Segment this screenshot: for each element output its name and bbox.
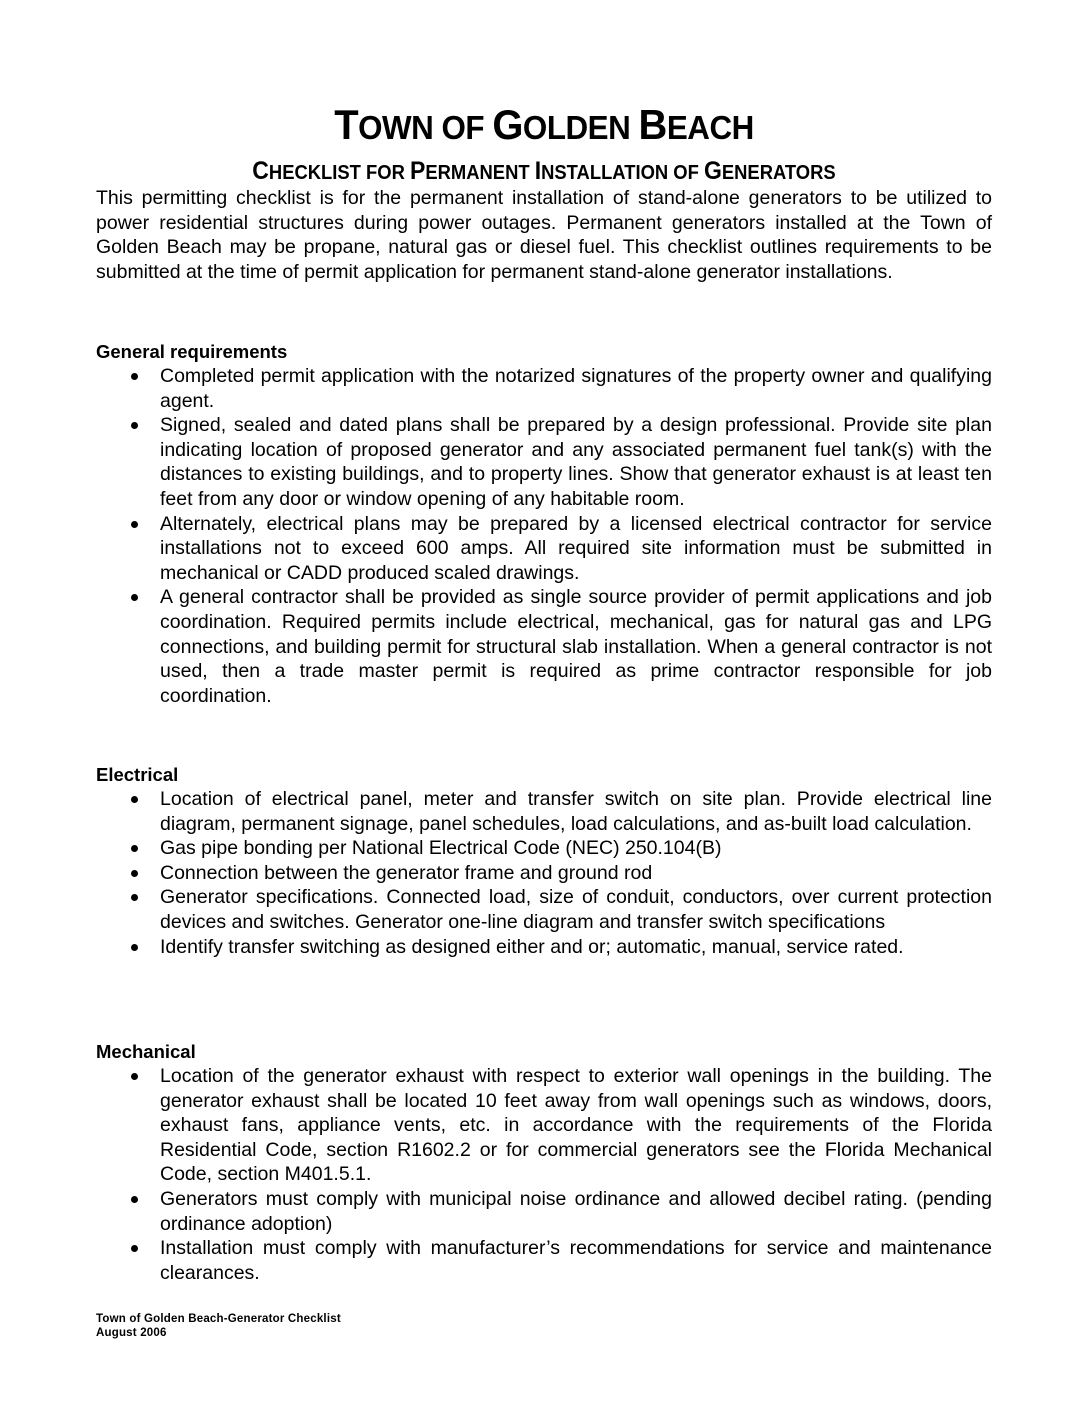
checklist bbox=[96, 787, 992, 959]
footer-document-name: Town of Golden Beach-Generator Checklist bbox=[96, 1313, 341, 1325]
checklist bbox=[96, 1064, 992, 1285]
bullet-icon bbox=[131, 894, 138, 901]
checklist-item bbox=[96, 787, 992, 836]
bullet-icon bbox=[131, 944, 138, 951]
bullet-icon bbox=[131, 1196, 138, 1203]
checklist-item-text: A general contractor shall be provided as single source provider of permit applications and job coordination. Required permits include electrical, mechanical, gas for natural gas and LPG connections, and building permit for structural slab installation. When a general contractor is not used, then a trade master permit is required as prime contractor responsible for job coordination. bbox=[160, 586, 992, 707]
checklist-item-text: Location of the generator exhaust with respect to exterior wall openings in the building. The generator exhaust shall be located 10 feet away from wall openings such as windows, doors, exhaust fans, appliance vents, etc. in accordance with the requirements of the Florida Residential Code, section R1602.2 or for commercial generators see the Florida Mechanical Code, section M401.5.1. bbox=[160, 1065, 992, 1186]
title-segment: OLDEN bbox=[522, 109, 639, 146]
document-title bbox=[118, 100, 969, 153]
checklist-item-text: Alternately, electrical plans may be prepared by a licensed electrical contractor for service installations not to exceed 600 amps. All required site information must be submitted in mechanical or CADD produced scaled drawings. bbox=[160, 512, 992, 584]
checklist-item-text: Installation must comply with manufacturer’s recommendations for service and maintenance clearances. bbox=[160, 1237, 992, 1284]
checklist bbox=[96, 364, 992, 708]
subtitle-segment: C bbox=[252, 157, 269, 185]
subtitle-segment: ERMANENT bbox=[425, 162, 535, 184]
checklist-item bbox=[96, 512, 992, 586]
bullet-icon bbox=[131, 1245, 138, 1252]
subtitle-segment: G bbox=[703, 157, 722, 185]
bullet-icon bbox=[131, 1073, 138, 1080]
checklist-item-text: Location of electrical panel, meter and transfer switch on site plan. Provide electrical line diagram, permanent signage, panel schedules, load calculations, and as-built load calculation. bbox=[160, 788, 992, 835]
intro-paragraph: This permitting checklist is for the permanent installation of stand-alone generators to be utilized to power residential structures during power outages. Permanent generators installed at the Town of Golden Beach may be propane, natural gas or diesel fuel. This checklist outlines requirements to be submitted at the time of permit application for permanent stand-alone generator installations. bbox=[96, 187, 992, 283]
title-segment: G bbox=[492, 101, 523, 148]
bullet-icon bbox=[131, 594, 138, 601]
checklist-item bbox=[96, 1236, 992, 1285]
title-segment: EACH bbox=[666, 109, 754, 146]
subtitle-segment: NSTALLATION OF bbox=[541, 162, 704, 184]
checklist-item-text: Connection between the generator frame and ground rod bbox=[160, 861, 653, 884]
section-general-requirements bbox=[96, 340, 992, 708]
checklist-item bbox=[96, 364, 992, 413]
title-segment: B bbox=[638, 101, 667, 148]
subtitle-segment: P bbox=[409, 157, 426, 185]
checklist-item bbox=[96, 836, 992, 861]
checklist-item-text: Identify transfer switching as designed either and or; automatic, manual, service rated. bbox=[160, 935, 904, 958]
checklist-item-text: Gas pipe bonding per National Electrical Code (NEC) 250.104(B) bbox=[160, 837, 722, 860]
bullet-icon bbox=[131, 521, 138, 528]
checklist-item-text: Completed permit application with the notarized signatures of the property owner and qualifying agent. bbox=[160, 365, 992, 412]
subtitle-segment: I bbox=[534, 157, 542, 185]
subtitle-segment: ENERATORS bbox=[721, 162, 836, 184]
title-segment: T bbox=[334, 101, 359, 148]
checklist-item bbox=[96, 1064, 992, 1187]
footer-date: August 2006 bbox=[96, 1327, 167, 1339]
checklist-item-text: Generators must comply with municipal noise ordinance and allowed decibel rating. (pending ordinance adoption) bbox=[160, 1187, 992, 1235]
subtitle-segment: HECKLIST FOR bbox=[268, 162, 410, 184]
checklist-item bbox=[96, 413, 992, 511]
checklist-item bbox=[96, 861, 992, 886]
bullet-icon bbox=[131, 870, 138, 877]
section-heading: Electrical bbox=[96, 764, 179, 785]
checklist-item bbox=[96, 1187, 992, 1236]
bullet-icon bbox=[131, 422, 138, 429]
title-segment: OWN OF bbox=[358, 109, 493, 146]
section-heading: Mechanical bbox=[96, 1041, 196, 1062]
checklist-item bbox=[96, 885, 992, 934]
bullet-icon bbox=[131, 796, 138, 803]
checklist-item-text: Generator specifications. Connected load, size of conduit, conductors, over current protection devices and switches. Generator one-line diagram and transfer switch specifications bbox=[160, 886, 992, 933]
checklist-item bbox=[96, 935, 992, 960]
section-electrical bbox=[96, 763, 992, 959]
bullet-icon bbox=[131, 845, 138, 852]
page-footer bbox=[96, 1312, 341, 1340]
checklist-item bbox=[96, 585, 992, 708]
bullet-icon bbox=[131, 373, 138, 380]
checklist-item-text: Signed, sealed and dated plans shall be prepared by a design professional. Provide site plan indicating location of proposed generator and any associated permanent fuel tank(s) with the distances to existing buildings, and to property lines. Show that generator exhaust is at least ten feet from any door or window opening of any habitable room. bbox=[160, 414, 992, 510]
section-heading: General requirements bbox=[96, 341, 288, 362]
section-mechanical bbox=[96, 1040, 992, 1285]
